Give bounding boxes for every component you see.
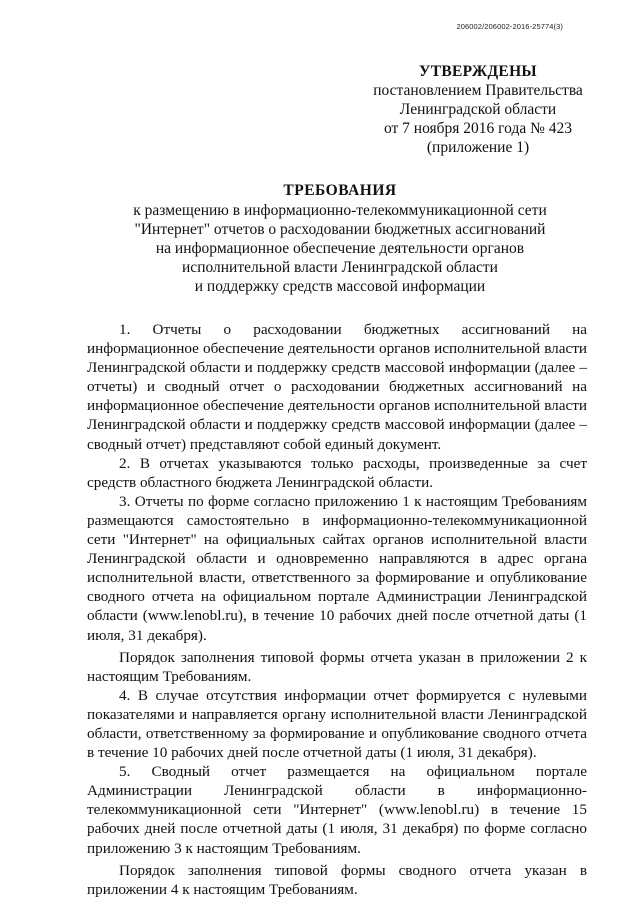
paragraph-5: 5. Сводный отчет размещается на официальном портале Администрации Ленинградской области в информационно-телекоммуникационной сети "Интернет" (www.lenobl.ru) в течение 15 рабочих дней после отчетной даты (1 июля, 31 декабря) по форме согласно приложению 3 к настоящим Требованиям. (87, 763, 587, 857)
requirements-subtitle-line: исполнительной власти Ленинградской области (182, 259, 498, 276)
requirements-subtitle-line: на информационное обеспечение деятельности органов (155, 240, 525, 257)
requirements-subtitle-line: к размещению в информационно-телекоммуникационной сети (133, 202, 547, 219)
approval-title: УТВЕРЖДЕНЫ (419, 63, 537, 80)
paragraph-1: 1. Отчеты о расходовании бюджетных ассигнований на информационное обеспечение деятельности органов исполнительной власти Ленинградской области и поддержку средств массовой информации (далее – отчеты) и сводный отчет о расходовании бюджетных ассигнований на информационное обеспечение деятельности органов исполнительной власти Ленинградской области и поддержку средств массовой информации (далее – сводный отчет) представляют собой единый документ. (87, 321, 587, 453)
requirements-title: ТРЕБОВАНИЯ (283, 182, 397, 199)
paragraph-3: 3. Отчеты по форме согласно приложению 1 к настоящим Требованиям размещаются самостоятельно в информационно-телекоммуникационной сети "Интернет" на официальных сайтах органов исполнительной власти Ленинградской области и одновременно направляются в адрес органа исполнительной власти, ответственного за формирование и опубликование сводного отчета на официальном портале Администрации Ленинградской области (www.lenobl.ru), в течение 10 рабочих дней после отчетной даты (1 июля, 31 декабря). (87, 492, 587, 644)
approval-line-4: (приложение 1) (426, 139, 530, 156)
approval-line-2: Ленинградской области (399, 101, 557, 118)
paragraph-2: 2. В отчетах указываются только расходы, произведенные за счет средств областного бюджета Ленинградской области. (87, 454, 587, 491)
approval-line-3: от 7 ноября 2016 года № 423 (383, 120, 573, 137)
approval-line-1: постановлением Правительства (373, 82, 583, 99)
document-id: 206002/206002-2016-25774(3) (456, 22, 563, 31)
document-body (87, 320, 587, 899)
approval-block (358, 62, 598, 157)
paragraph-3-procedure: Порядок заполнения типовой формы отчета указан в приложении 2 к настоящим Требованиям. (87, 648, 587, 685)
paragraph-5-procedure: Порядок заполнения типовой формы сводного отчета указан в приложении 4 к настоящим Требованиям. (87, 861, 587, 898)
requirements-heading (100, 181, 580, 296)
paragraph-4: 4. В случае отсутствия информации отчет формируется с нулевыми показателями и направляется органу исполнительной власти Ленинградской области, ответственному за формирование и опубликование сводного отчета в течение 10 рабочих дней после отчетной даты (1 июля, 31 декабря). (87, 686, 587, 762)
requirements-subtitle-line: "Интернет" отчетов о расходовании бюджетных ассигнований (134, 221, 546, 238)
requirements-subtitle-line: и поддержку средств массовой информации (194, 278, 486, 295)
